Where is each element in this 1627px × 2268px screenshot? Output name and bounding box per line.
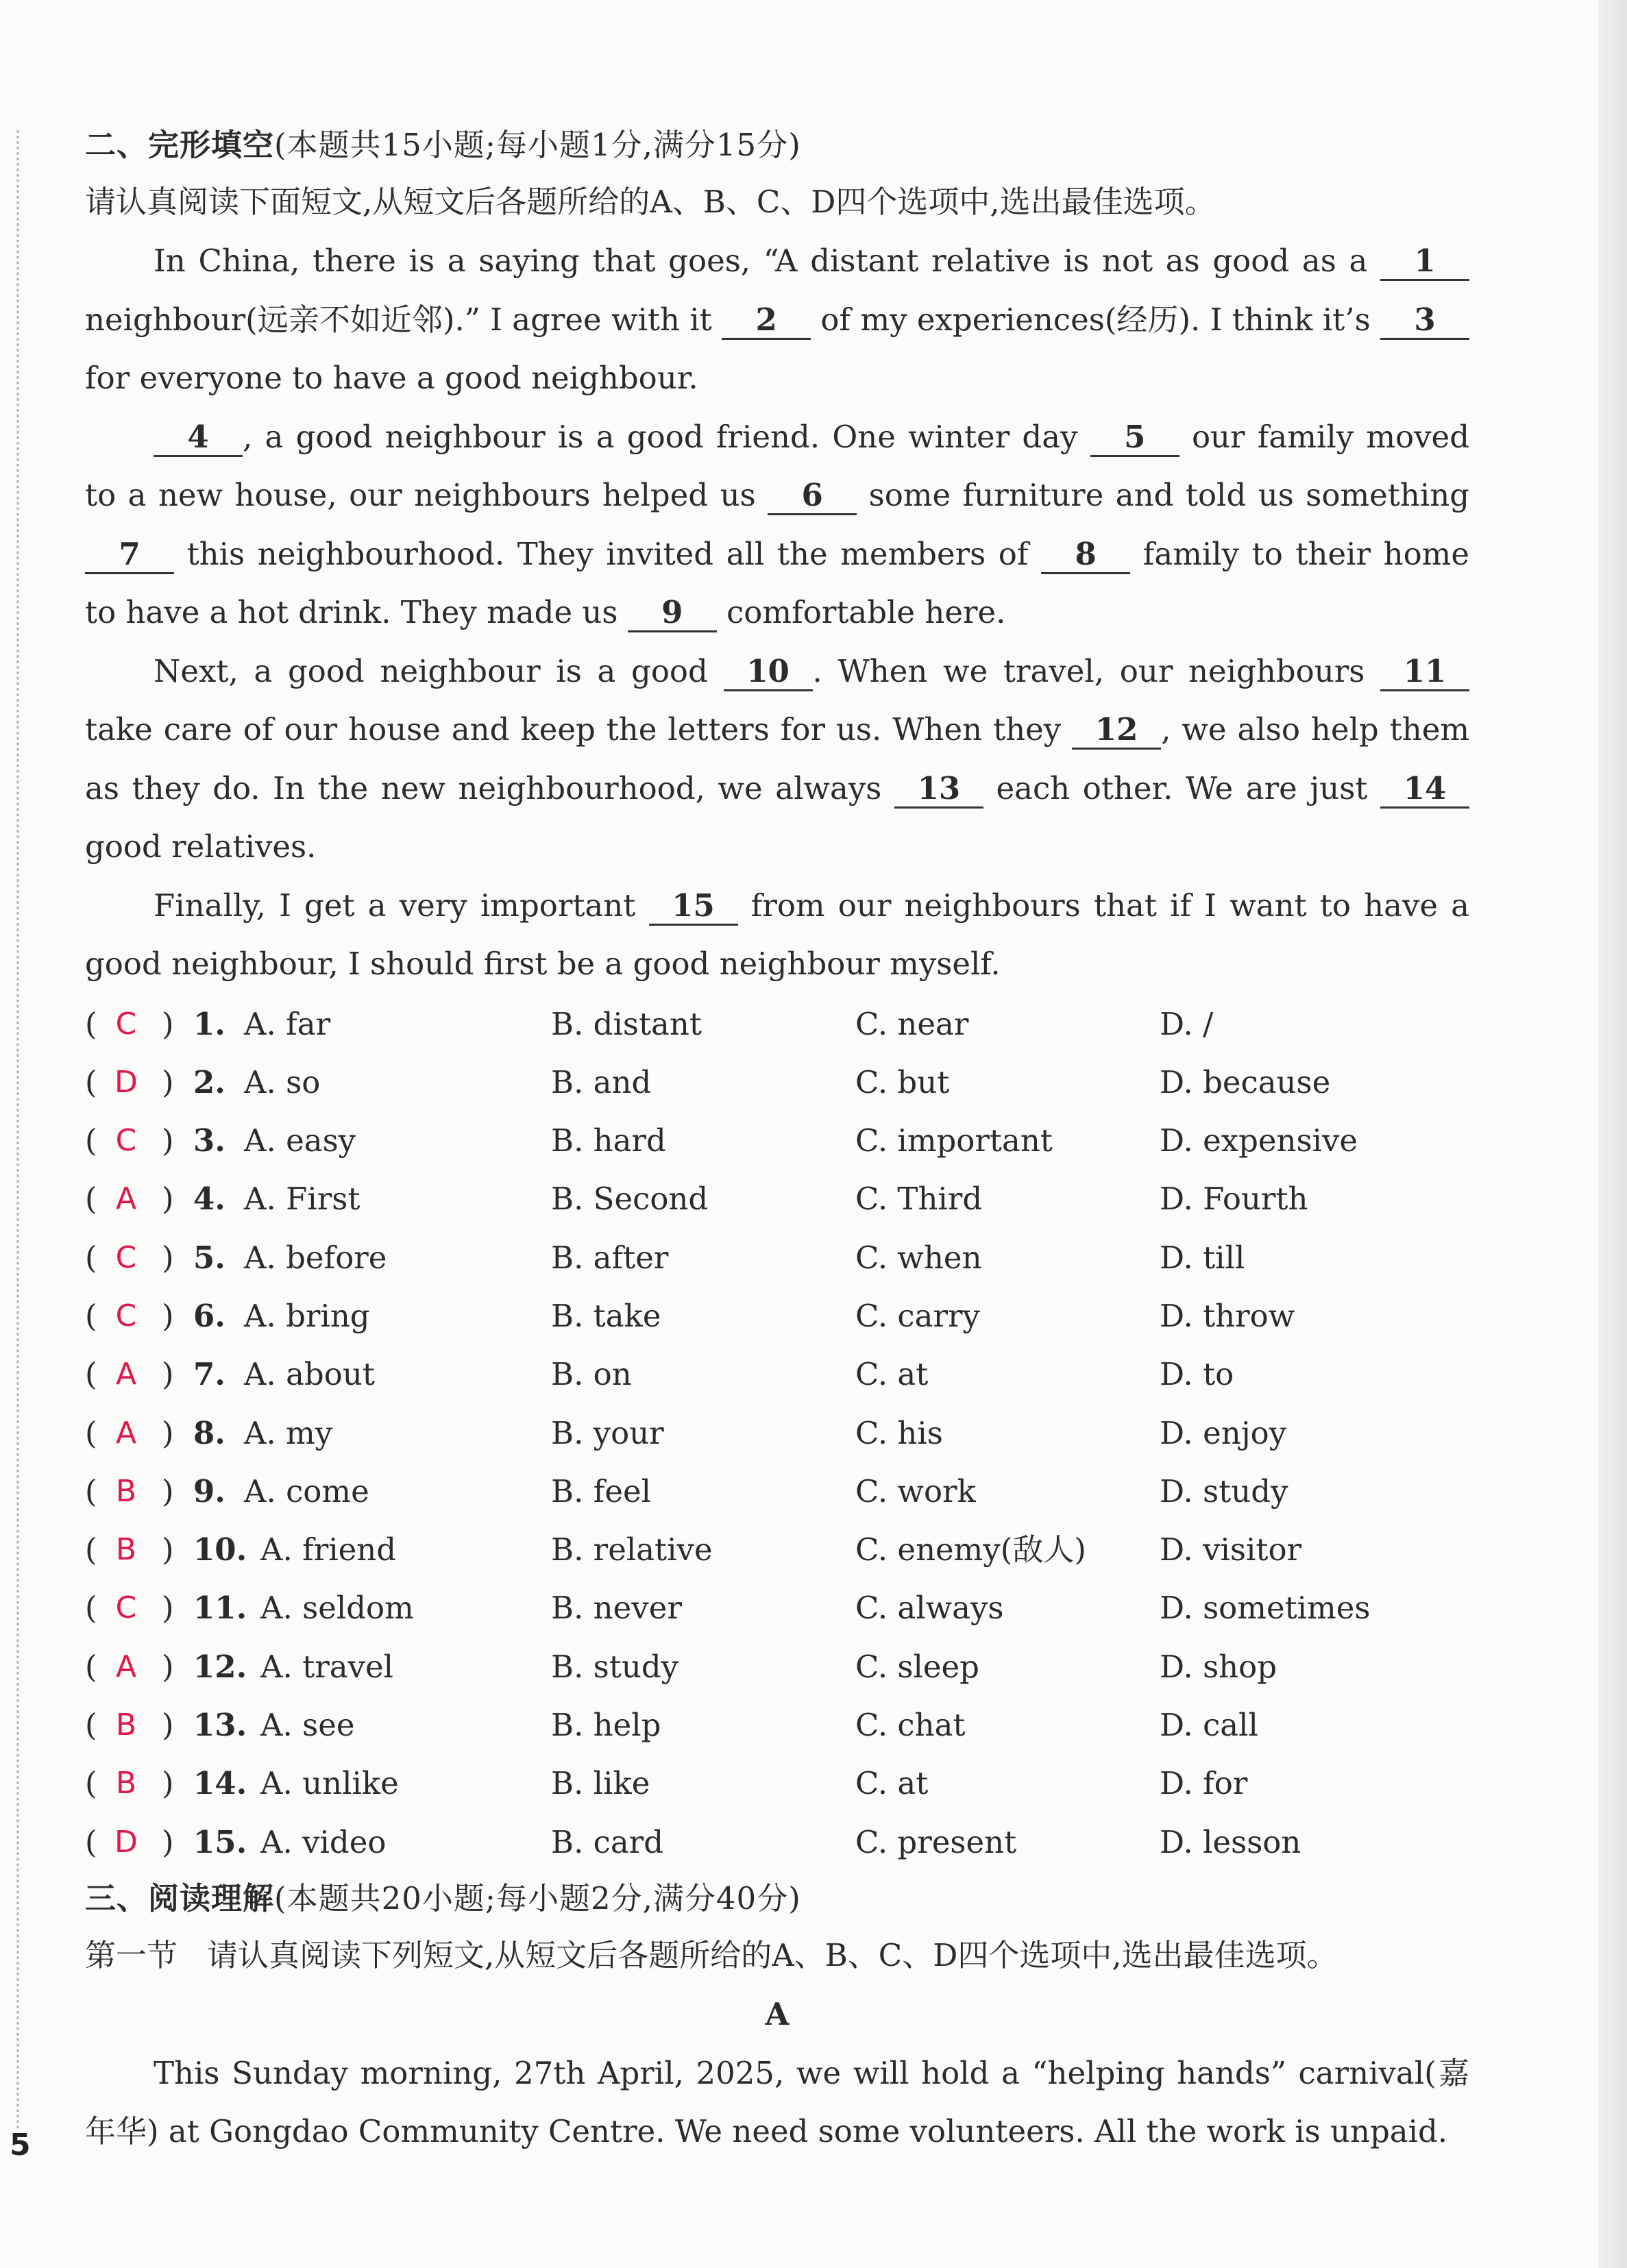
section-2-heading (85, 118, 1469, 173)
answer-paren-open: ( (85, 1765, 97, 1802)
blank: 14 (1380, 771, 1469, 809)
blank: 5 (1090, 419, 1179, 457)
blank: 3 (1380, 302, 1469, 340)
section-3-note: (本题共20小题;每小题2分,满分40分) (274, 1879, 801, 1916)
option-b: B. like (551, 1765, 650, 1802)
question-row (85, 1229, 1469, 1287)
option-b: B. help (551, 1707, 661, 1744)
answer-letter: B (115, 1766, 137, 1801)
answer-letter: C (115, 1298, 137, 1333)
page-edge-shadow (1598, 0, 1627, 2268)
option-c: C. carry (855, 1297, 980, 1334)
answer-paren-close: ) (162, 1181, 174, 1218)
blank: 8 (1041, 537, 1130, 574)
page-number: 5 (10, 2128, 31, 2162)
option-a: A. my (244, 1414, 333, 1451)
option-c: C. chat (855, 1707, 966, 1744)
option-a: A. seldom (260, 1590, 414, 1627)
answer-paren-open: ( (85, 1823, 97, 1860)
answer-paren-open: ( (85, 1005, 97, 1042)
answer-letter: A (115, 1649, 137, 1684)
blank: 12 (1072, 712, 1161, 750)
answer-paren-close: ) (162, 1239, 174, 1276)
question-number: 6. (193, 1297, 225, 1334)
question-row (85, 1404, 1469, 1462)
blank: 1 (1380, 243, 1469, 281)
passage-paragraph-3: Next, a good neighbour is a good 10 . When we travel, our neighbours 11 take care of our house and keep the letters for us. When they 12 , we also help them as they do. In the new neighbourhood, we always 13 each other. We are just 14 good relatives. (85, 652, 1469, 865)
option-d: D. call (1160, 1707, 1258, 1744)
answer-paren-open: ( (85, 1239, 97, 1276)
blank: 11 (1380, 654, 1469, 691)
answer-paren-close: ) (162, 1648, 174, 1685)
answer-letter: C (115, 1123, 137, 1159)
blank: 10 (724, 654, 813, 691)
option-d: D. for (1160, 1765, 1248, 1802)
blank: 7 (85, 537, 174, 574)
question-number: 7. (193, 1356, 225, 1393)
answer-paren-open: ( (85, 1472, 97, 1509)
answer-letter: A (115, 1181, 137, 1217)
option-c: C. Third (855, 1181, 983, 1218)
cloze-passage (85, 232, 1469, 994)
answer-paren-open: ( (85, 1122, 97, 1159)
option-a: A. before (244, 1239, 387, 1276)
answer-letter: C (115, 1240, 137, 1275)
blank: 6 (768, 478, 857, 515)
answer-letter: D (114, 1824, 138, 1860)
question-row (85, 1170, 1469, 1228)
option-b: B. distant (551, 1005, 702, 1042)
answer-paren-open: ( (85, 1648, 97, 1685)
answer-paren-close: ) (162, 1356, 174, 1393)
answer-paren-close: ) (162, 1531, 174, 1568)
answer-letter: C (115, 1006, 137, 1041)
option-c: C. present (855, 1823, 1017, 1860)
option-c: C. at (855, 1765, 929, 1802)
question-number: 9. (193, 1472, 225, 1509)
option-c: C. but (855, 1063, 950, 1100)
worksheet-content (85, 118, 1469, 2161)
option-d: D. Fourth (1160, 1181, 1308, 1218)
option-c: C. his (855, 1414, 943, 1451)
option-a: A. so (244, 1063, 321, 1100)
answer-letter: C (115, 1590, 137, 1626)
question-list (85, 995, 1469, 1871)
option-a: A. travel (260, 1648, 393, 1685)
option-a: A. about (244, 1356, 375, 1393)
question-row (85, 1345, 1469, 1403)
option-d: D. throw (1160, 1297, 1295, 1334)
question-number: 11. (193, 1590, 247, 1627)
option-a: A. bring (244, 1297, 370, 1334)
question-row (85, 1287, 1469, 1345)
blank: 15 (649, 888, 738, 926)
option-b: B. your (551, 1414, 664, 1451)
option-c: C. when (855, 1239, 982, 1276)
answer-letter: A (115, 1415, 137, 1451)
blank: 13 (894, 771, 983, 809)
passage-paragraph-4: Finally, I get a very important 15 from our neighbours that if I want to have a good neighbour, I should first be a good neighbour myself. (85, 887, 1469, 982)
question-row (85, 1579, 1469, 1637)
question-number: 13. (193, 1707, 247, 1744)
question-row (85, 1462, 1469, 1520)
option-d: D. till (1160, 1239, 1245, 1276)
option-c: C. at (855, 1356, 929, 1393)
option-a: A. unlike (260, 1765, 399, 1802)
option-d: D. expensive (1160, 1122, 1358, 1159)
option-b: B. Second (551, 1181, 709, 1218)
binding-dotted-line (16, 130, 19, 2131)
option-d: D. / (1160, 1005, 1214, 1042)
section-2-note: (本题共15小题;每小题1分,满分15分) (274, 127, 801, 163)
question-number: 15. (193, 1823, 247, 1860)
option-d: D. to (1160, 1356, 1234, 1393)
passage-a-paragraph: This Sunday morning, 27th April, 2025, we will hold a “helping hands” carnival(嘉年华) at Gongdao Community Centre. We need some volunteers. All the work is unpaid. (85, 2054, 1469, 2150)
option-d: D. study (1160, 1472, 1288, 1509)
question-number: 3. (193, 1122, 225, 1159)
option-b: B. never (551, 1590, 682, 1627)
option-c: C. important (855, 1122, 1053, 1159)
question-row (85, 995, 1469, 1053)
answer-letter: B (115, 1473, 137, 1509)
blank: 2 (722, 302, 811, 340)
answer-letter: B (115, 1532, 137, 1568)
question-row (85, 1520, 1469, 1579)
section-3-title: 三、阅读理解 (85, 1879, 275, 1916)
option-c: C. near (855, 1005, 969, 1042)
option-c: C. always (855, 1590, 1004, 1627)
question-row (85, 1053, 1469, 1111)
question-number: 5. (193, 1239, 225, 1276)
section-3-heading (85, 1871, 1469, 1926)
passage-letter: A (765, 1995, 790, 2032)
option-b: B. card (551, 1823, 664, 1860)
option-c: C. work (855, 1472, 976, 1509)
option-a: A. easy (244, 1122, 356, 1159)
option-a: A. video (260, 1823, 387, 1860)
question-number: 14. (193, 1765, 247, 1802)
answer-paren-close: ) (162, 1590, 174, 1627)
question-number: 1. (193, 1005, 225, 1042)
answer-paren-close: ) (162, 1472, 174, 1509)
option-b: B. and (551, 1063, 652, 1100)
question-row (85, 1696, 1469, 1754)
question-row (85, 1813, 1469, 1871)
answer-paren-close: ) (162, 1063, 174, 1100)
answer-paren-close: ) (162, 1707, 174, 1744)
section-3-instruction (85, 1926, 1469, 1985)
answer-paren-open: ( (85, 1297, 97, 1334)
answer-letter: B (115, 1708, 137, 1743)
passage-paragraph-1: In China, there is a saying that goes, “A distant relative is not as good as a 1 neighbour(远亲不如近邻).” I agree with it 2 of my experiences(经历). I think it’s 3 for everyone to have a good neighbour. (85, 232, 1469, 408)
question-number: 12. (193, 1648, 247, 1685)
option-d: D. visitor (1160, 1531, 1302, 1568)
question-number: 4. (193, 1181, 225, 1218)
option-a: A. First (244, 1181, 360, 1218)
option-b: B. take (551, 1297, 661, 1334)
option-b: B. study (551, 1648, 679, 1685)
option-b: B. relative (551, 1531, 713, 1568)
option-b: B. after (551, 1239, 669, 1276)
answer-paren-open: ( (85, 1414, 97, 1451)
option-b: B. hard (551, 1122, 666, 1159)
option-a: A. far (244, 1005, 331, 1042)
answer-paren-open: ( (85, 1063, 97, 1100)
option-d: D. sometimes (1160, 1590, 1371, 1627)
option-d: D. lesson (1160, 1823, 1301, 1860)
question-number: 8. (193, 1414, 225, 1451)
answer-paren-open: ( (85, 1356, 97, 1393)
answer-letter: D (114, 1064, 138, 1100)
question-row (85, 1111, 1469, 1170)
section-2-instruction: 请认真阅读下面短文,从短文后各题所给的A、B、C、D四个选项中,选出最佳选项。 (85, 184, 1216, 220)
option-d: D. enjoy (1160, 1414, 1287, 1451)
blank: 4 (154, 419, 243, 457)
answer-paren-close: ) (162, 1414, 174, 1451)
option-d: D. because (1160, 1063, 1331, 1100)
blank: 9 (628, 595, 717, 632)
question-row (85, 1754, 1469, 1812)
question-number: 10. (193, 1531, 247, 1568)
answer-paren-open: ( (85, 1590, 97, 1627)
option-b: B. feel (551, 1472, 651, 1509)
answer-letter: A (115, 1357, 137, 1392)
answer-paren-close: ) (162, 1823, 174, 1860)
option-a: A. friend (260, 1531, 397, 1568)
answer-paren-close: ) (162, 1122, 174, 1159)
option-c: C. enemy(敌人) (855, 1531, 1086, 1568)
option-b: B. on (551, 1356, 632, 1393)
answer-paren-close: ) (162, 1005, 174, 1042)
option-a: A. see (260, 1707, 355, 1744)
section-2-title: 二、完形填空 (85, 127, 275, 163)
reading-passage-a (85, 2044, 1469, 2161)
answer-paren-open: ( (85, 1181, 97, 1218)
answer-paren-close: ) (162, 1297, 174, 1334)
subsection-instruction: 请认真阅读下列短文,从短文后各题所给的A、B、C、D四个选项中,选出最佳选项。 (206, 1936, 1338, 1973)
option-c: C. sleep (855, 1648, 979, 1685)
option-d: D. shop (1160, 1648, 1277, 1685)
answer-paren-close: ) (162, 1765, 174, 1802)
answer-paren-open: ( (85, 1531, 97, 1568)
question-number: 2. (193, 1063, 225, 1100)
answer-paren-open: ( (85, 1707, 97, 1744)
subsection-label: 第一节 (85, 1936, 178, 1973)
option-a: A. come (244, 1472, 369, 1509)
question-row (85, 1638, 1469, 1696)
passage-paragraph-2: 4 , a good neighbour is a good friend. One winter day 5 our family moved to a new house, our neighbours helped us 6 some furniture and told us something 7 this neighbourhood. They invited all the members of 8 family to their home to have a hot drink. They made us 9 comfortable here. (85, 408, 1469, 642)
